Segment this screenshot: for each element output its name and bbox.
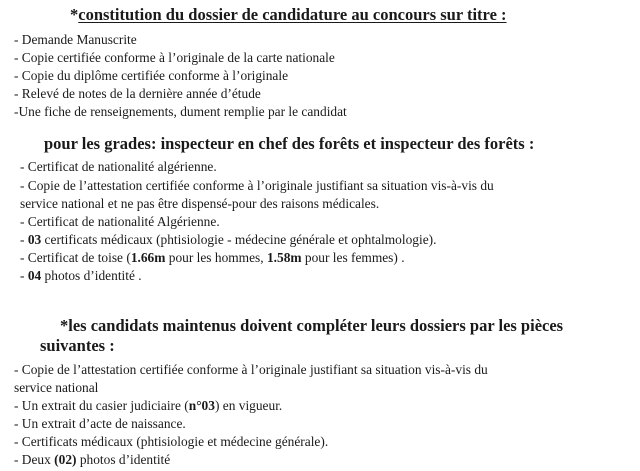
section2-item-continuation: service national et ne pas être dispensé-pour des raisons médicales. — [20, 196, 380, 211]
section3-item — [14, 397, 282, 414]
section3-item: - Certificats médicaux (phtisiologie et médecine générale). — [14, 434, 329, 449]
section2-item — [20, 249, 405, 266]
item-text: ) en vigueur. — [214, 398, 283, 413]
height-value-women: 1.58m — [266, 250, 302, 265]
item-prefix: - — [20, 268, 28, 283]
section1-item: - Relevé de notes de la dernière année d’étude — [14, 86, 261, 101]
item-prefix: - Deux — [14, 452, 55, 467]
section3-item-continuation: service national — [14, 380, 99, 395]
section2-item: - Certificat de nationalité Algérienne. — [20, 214, 220, 229]
item-count: 04 — [27, 268, 42, 283]
height-value-men: 1.66m — [130, 250, 166, 265]
section1-heading-prefix: * — [70, 5, 79, 24]
section2-item — [20, 267, 142, 284]
item-prefix: - — [20, 232, 28, 247]
item-text: pour les femmes) . — [301, 250, 405, 265]
section1-heading-text: constitution du dossier de candidature au concours sur titre : — [78, 5, 507, 24]
item-text: pour les hommes, — [165, 250, 267, 265]
item-prefix: - Un extrait du casier judiciaire ( — [14, 398, 189, 413]
item-text: photos d’identité — [76, 452, 171, 467]
item-prefix: - Certificat de toise ( — [20, 250, 131, 265]
section1-item: - Demande Manuscrite — [14, 32, 137, 47]
section3-heading-continuation: suivantes : — [40, 336, 115, 355]
item-count: (02) — [54, 452, 77, 467]
section2-item — [20, 231, 436, 248]
item-number: n°03 — [188, 398, 215, 413]
section1-item: - Copie du diplôme certifiée conforme à l’originale — [14, 68, 289, 83]
section2-item: - Certificat de nationalité algérienne. — [20, 159, 217, 174]
section1-item: -Une fiche de renseignements, dument remplie par le candidat — [14, 104, 347, 119]
section3-item — [14, 451, 170, 468]
section3-heading: *les candidats maintenus doivent compléter leurs dossiers par les pièces — [60, 316, 564, 335]
section3-item: - Copie de l’attestation certifiée conforme à l’originale justifiant sa situation vis-à-vis du — [14, 362, 488, 377]
section1-item: - Copie certifiée conforme à l’originale de la carte nationale — [14, 50, 335, 65]
item-text: certificats médicaux (phtisiologie - médecine générale et ophtalmologie). — [41, 232, 437, 247]
item-text: photos d’identité . — [41, 268, 142, 283]
item-count: 03 — [27, 232, 42, 247]
section2-heading: pour les grades: inspecteur en chef des forêts et inspecteur des forêts : — [44, 134, 535, 153]
section1-heading — [70, 5, 507, 25]
section2-item: - Copie de l’attestation certifiée conforme à l’originale justifiant sa situation vis-à-vis du — [20, 178, 494, 193]
section3-item: - Un extrait d’acte de naissance. — [14, 416, 186, 431]
